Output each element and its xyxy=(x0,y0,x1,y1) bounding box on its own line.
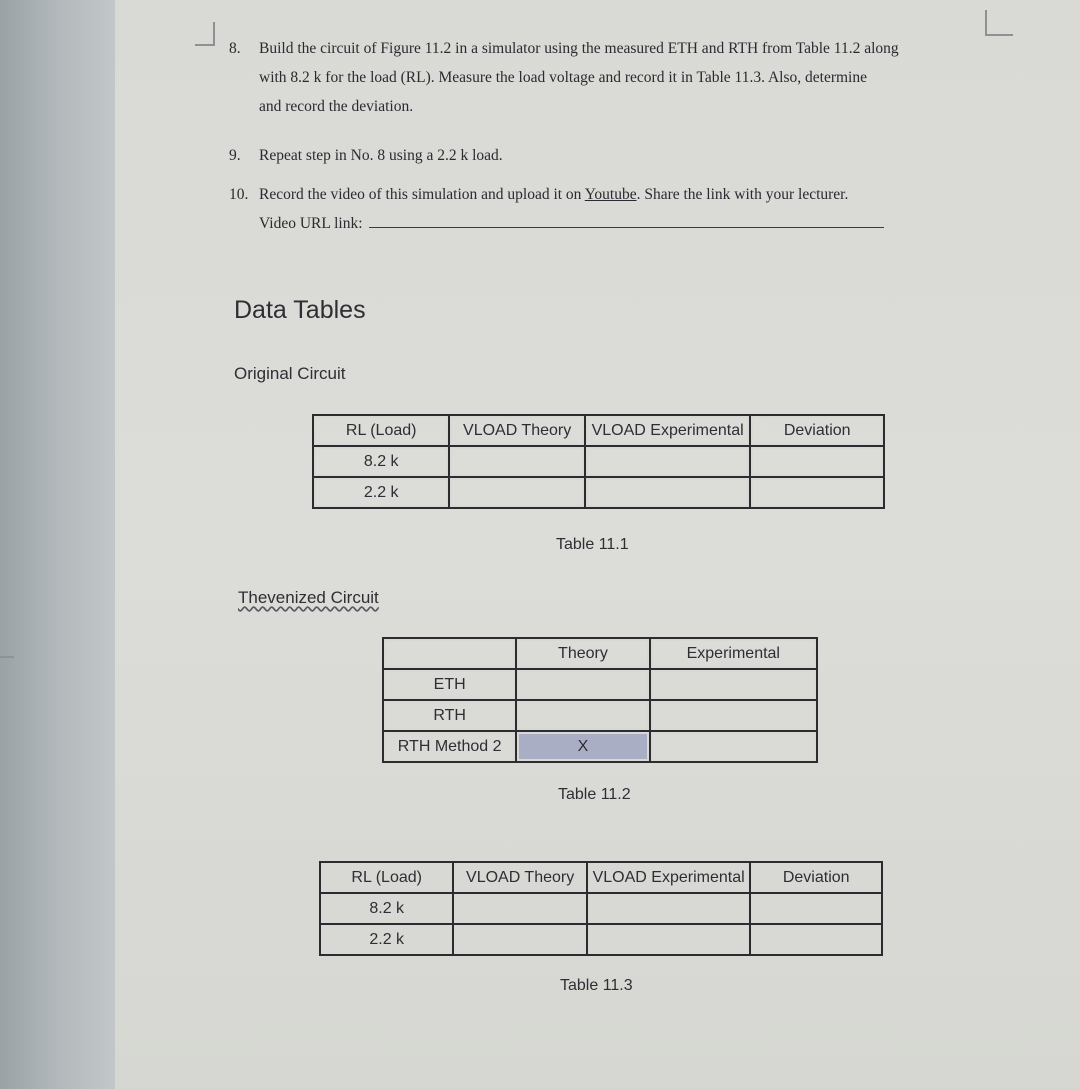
step-8-line-3: and record the deviation. xyxy=(259,98,414,115)
header-cell: Theory xyxy=(516,638,649,669)
header-cell: RL (Load) xyxy=(313,415,449,446)
entry-cell[interactable] xyxy=(585,446,751,477)
entry-cell[interactable] xyxy=(453,924,586,955)
entry-cell[interactable] xyxy=(750,446,884,477)
entry-cell[interactable] xyxy=(585,477,751,508)
entry-cell[interactable] xyxy=(449,477,584,508)
load-cell: 2.2 k xyxy=(313,477,449,508)
step-number: 8. xyxy=(229,40,241,57)
margin-corner-mark-left xyxy=(195,22,215,46)
entry-cell[interactable] xyxy=(750,924,882,955)
header-cell: VLOAD Experimental xyxy=(587,862,751,893)
step-8-line-1: Build the circuit of Figure 11.2 in a simulator using the measured ETH and RTH from Table 11.2 along xyxy=(259,40,899,57)
entry-cell[interactable] xyxy=(750,893,882,924)
table-row xyxy=(383,700,817,731)
video-url-blank[interactable] xyxy=(369,213,884,228)
header-cell xyxy=(383,638,516,669)
video-url-row xyxy=(259,209,884,238)
step-number: 9. xyxy=(229,147,241,164)
entry-cell[interactable] xyxy=(587,924,751,955)
header-cell: Deviation xyxy=(750,862,882,893)
quantity-cell: RTH xyxy=(383,700,516,731)
entry-cell[interactable] xyxy=(453,893,586,924)
data-tables-heading: Data Tables xyxy=(234,296,366,324)
table-row xyxy=(383,731,817,762)
header-cell: VLOAD Theory xyxy=(449,415,584,446)
step-10-text-before: Record the video of this simulation and upload it on xyxy=(259,186,585,203)
table-11-1 xyxy=(312,414,885,509)
entry-cell[interactable] xyxy=(650,700,817,731)
screen-edge-mark xyxy=(0,656,14,658)
table-row xyxy=(313,446,884,477)
entry-cell[interactable] xyxy=(516,700,649,731)
margin-corner-mark-right xyxy=(985,10,1013,36)
step-9-text: Repeat step in No. 8 using a 2.2 k load. xyxy=(259,147,503,164)
entry-cell[interactable] xyxy=(650,669,817,700)
load-cell: 2.2 k xyxy=(320,924,453,955)
table-row xyxy=(320,893,882,924)
header-cell: VLOAD Theory xyxy=(453,862,586,893)
load-cell: 8.2 k xyxy=(313,446,449,477)
entry-cell[interactable] xyxy=(449,446,584,477)
step-8-line-2: with 8.2 k for the load (RL). Measure the load voltage and record it in Table 11.3. Also, determine xyxy=(259,69,867,86)
quantity-cell: RTH Method 2 xyxy=(383,731,516,762)
youtube-link[interactable]: Youtube xyxy=(584,186,637,203)
header-cell: VLOAD Experimental xyxy=(585,415,751,446)
table-11-3-caption: Table 11.3 xyxy=(560,977,633,994)
header-cell: RL (Load) xyxy=(320,862,453,893)
table-11-1-caption: Table 11.1 xyxy=(556,536,629,553)
table-header-row xyxy=(313,415,884,446)
quantity-cell: ETH xyxy=(383,669,516,700)
load-cell: 8.2 k xyxy=(320,893,453,924)
table-11-2 xyxy=(382,637,818,763)
step-number: 10. xyxy=(229,186,249,203)
entry-cell[interactable] xyxy=(650,731,817,762)
table-11-3 xyxy=(319,861,883,956)
table-row xyxy=(383,669,817,700)
step-10-text-after: . Share the link with your lecturer. xyxy=(636,186,849,203)
entry-cell[interactable] xyxy=(516,669,649,700)
original-circuit-heading: Original Circuit xyxy=(234,364,346,383)
step-10-line-1 xyxy=(259,180,884,209)
header-cell: Deviation xyxy=(750,415,884,446)
not-applicable-cell: X xyxy=(516,731,649,762)
entry-cell[interactable] xyxy=(587,893,751,924)
video-url-label: Video URL link: xyxy=(259,215,363,232)
thevenized-circuit-heading: Thevenized Circuit xyxy=(238,588,379,607)
table-row xyxy=(313,477,884,508)
table-11-2-caption: Table 11.2 xyxy=(558,786,631,803)
header-cell: Experimental xyxy=(650,638,817,669)
table-header-row xyxy=(320,862,882,893)
table-row xyxy=(320,924,882,955)
entry-cell[interactable] xyxy=(750,477,884,508)
table-header-row xyxy=(383,638,817,669)
